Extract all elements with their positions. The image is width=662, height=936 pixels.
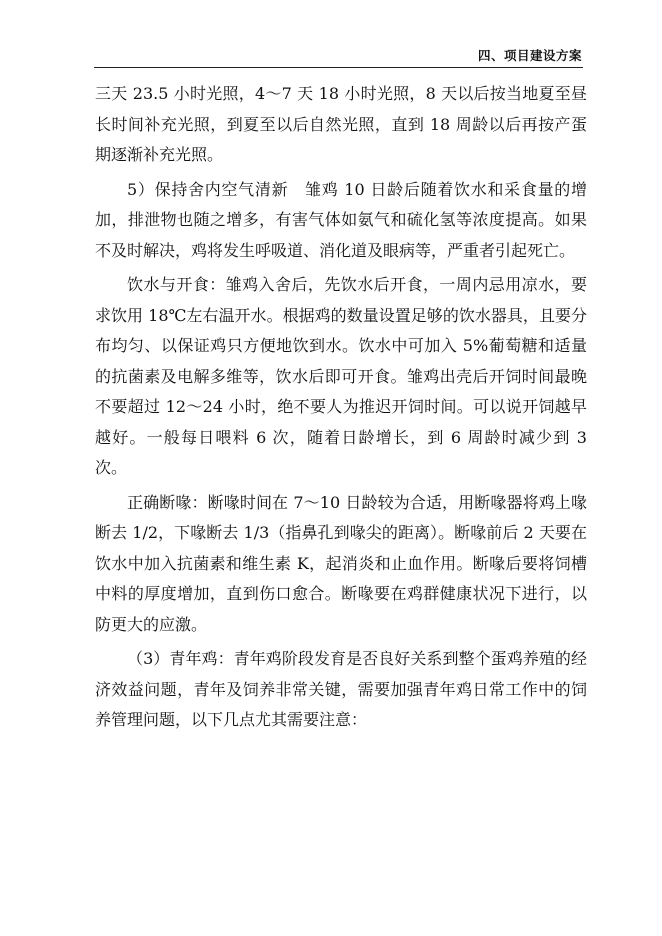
section-title: 四、项目建设方案 xyxy=(477,48,582,63)
header-divider xyxy=(94,67,583,68)
paragraph-beak-trimming: 正确断喙：断喙时间在 7～10 日龄较为合适，用断喙器将鸡上喙断去 1/2，下喙断去 1/3（指鼻孔到喙尖的距离）。断喙前后 2 天要在饮水中加入抗菌素和维生素 K，起消炎和止血作用。断喙后要将饲槽中料的厚度增加，直到伤口愈合。断喙要在鸡群健康状况下进行，以防更大的应激。 xyxy=(95,492,587,634)
paragraph-water-feeding: 饮水与开食：雏鸡入舍后，先饮水后开食，一周内忌用凉水，要求饮用 18℃左右温开水。根据鸡的数量设置足够的饮水器具，且要分布均匀、以保证鸡只方便地饮到水。饮水中可加入 5%葡萄糖和适量的抗菌素及电解多维等，饮水后即可开食。雏鸡出壳后开饲时间最晚不要超过 12～24 小时，绝不要人为推迟开饲时间。可以说开饲越早越好。一般每日喂料 6 次，随着日龄增长，到 6 周龄时减少到 3 次。 xyxy=(95,275,587,477)
paragraph-air-quality: 5）保持舍内空气清新 雏鸡 10 日龄后随着饮水和采食量的增加，排泄物也随之增多，有害气体如氨气和硫化氢等浓度提高。如果不及时解决，鸡将发生呼吸道、消化道及眼病等，严重者引起死亡。 xyxy=(95,179,587,260)
paragraph-lighting-continued: 三天 23.5 小时光照，4～7 天 18 小时光照，8 天以后按当地夏至昼长时间补充光照，到夏至以后自然光照，直到 18 周龄以后再按产蛋期逐渐补充光照。 xyxy=(95,84,587,164)
paragraph-young-chickens: （3）青年鸡：青年鸡阶段发育是否良好关系到整个蛋鸡养殖的经济效益问题，青年及饲养非常关键，需要加强青年鸡日常工作中的饲养管理问题，以下几点尤其需要注意： xyxy=(95,649,587,729)
document-body xyxy=(95,79,587,740)
page-header xyxy=(0,0,662,70)
